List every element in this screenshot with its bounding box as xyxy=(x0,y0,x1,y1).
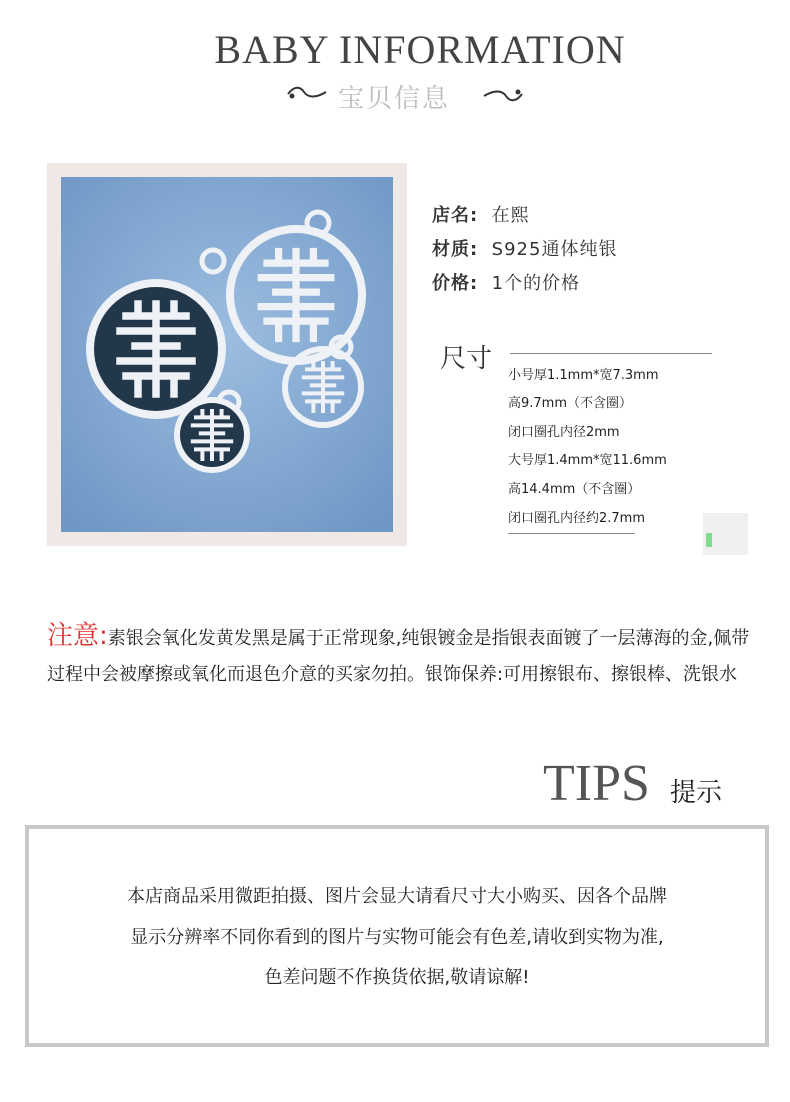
care-note xyxy=(47,618,759,693)
pendant-illustration xyxy=(61,177,393,532)
note-text: 素银会氧化发黄发黑是属于正常现象,纯银镀金是指银表面镀了一层薄海的金,佩带过程中会被摩擦或氧化而退色介意的买家勿拍。银饰保养:可用擦银布、擦银棒、洗银水 xyxy=(47,628,750,685)
info-value: 在熙 xyxy=(491,205,530,226)
divider xyxy=(508,533,635,534)
size-line: 高14.4mm（不含圈） xyxy=(508,482,641,497)
product-photo-frame xyxy=(47,163,407,546)
size-title: 尺寸 xyxy=(440,344,493,374)
tips-line: 色差问题不作换货依据,敬请谅解! xyxy=(264,967,530,988)
tips-line: 显示分辨率不同你看到的图片与实物可能会有色差,请收到实物为准, xyxy=(130,927,664,948)
tips-title-en: TIPS xyxy=(543,755,650,812)
info-value: S925通体纯银 xyxy=(491,239,618,260)
info-key: 店名: xyxy=(432,205,479,226)
info-key: 价格: xyxy=(432,273,479,294)
tips-title-cn: 提示 xyxy=(670,778,723,808)
info-row-price xyxy=(432,269,580,295)
right-flourish-icon xyxy=(482,84,524,104)
info-value: 1个的价格 xyxy=(491,273,581,294)
section-title-cn-row xyxy=(0,78,790,112)
left-flourish-icon xyxy=(286,84,328,104)
product-photo xyxy=(61,177,393,532)
tips-line: 本店商品采用微距拍摄、图片会显大请看尺寸大小购买、因各个品牌 xyxy=(127,886,667,907)
info-row-shop xyxy=(432,201,530,227)
section-title-en: BABY INFORMATION xyxy=(214,27,626,72)
size-line: 高9.7mm（不含圈） xyxy=(508,396,633,411)
divider xyxy=(510,353,712,354)
tips-box xyxy=(25,825,769,1047)
info-row-material xyxy=(432,235,617,261)
note-label: 注意: xyxy=(47,621,108,651)
size-line: 大号厚1.4mm*宽11.6mm xyxy=(508,453,667,468)
size-line: 小号厚1.1mm*宽7.3mm xyxy=(508,368,659,383)
thumbnail-image xyxy=(703,513,748,555)
info-key: 材质: xyxy=(432,239,479,260)
size-line: 闭口圈孔内径2mm xyxy=(508,425,620,440)
section-title-cn: 宝贝信息 xyxy=(338,84,451,114)
size-line: 闭口圈孔内径约2.7mm xyxy=(508,511,646,526)
